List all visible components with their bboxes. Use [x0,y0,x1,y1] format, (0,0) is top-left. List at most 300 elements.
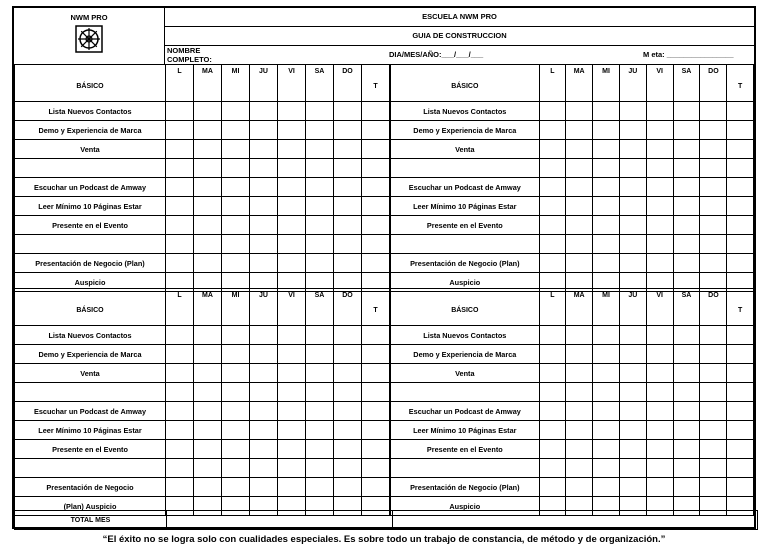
day-cell[interactable] [250,440,278,459]
total-cell[interactable] [727,140,754,159]
total-cell[interactable] [727,421,754,440]
day-cell[interactable] [593,364,620,383]
day-cell[interactable] [334,364,362,383]
day-cell[interactable] [278,459,306,478]
day-cell[interactable] [539,235,566,254]
day-cell[interactable] [619,102,646,121]
day-cell[interactable] [700,140,727,159]
day-cell[interactable] [250,159,278,178]
day-cell[interactable] [166,235,194,254]
day-cell[interactable] [278,178,306,197]
day-cell[interactable] [673,254,700,273]
day-cell[interactable] [593,140,620,159]
day-cell[interactable] [700,254,727,273]
day-cell[interactable] [700,326,727,345]
day-cell[interactable] [539,121,566,140]
day-cell[interactable] [539,440,566,459]
day-cell[interactable] [566,459,593,478]
day-cell[interactable] [166,197,194,216]
day-cell[interactable] [334,326,362,345]
day-cell[interactable] [306,197,334,216]
day-cell[interactable] [566,254,593,273]
day-cell[interactable] [646,345,673,364]
date-field[interactable]: DIA/MES/AÑO:___/___/___ [389,50,484,59]
day-cell[interactable] [194,402,222,421]
day-cell[interactable] [673,159,700,178]
day-cell[interactable] [306,402,334,421]
day-cell[interactable] [166,459,194,478]
day-cell[interactable] [222,364,250,383]
day-cell[interactable] [222,140,250,159]
day-cell[interactable] [673,197,700,216]
day-cell[interactable] [646,102,673,121]
day-cell[interactable] [539,402,566,421]
day-cell[interactable] [278,235,306,254]
day-cell[interactable] [566,235,593,254]
day-cell[interactable] [539,459,566,478]
day-cell[interactable] [194,326,222,345]
total-cell[interactable] [362,235,390,254]
day-cell[interactable] [673,459,700,478]
day-cell[interactable] [166,102,194,121]
day-cell[interactable] [619,402,646,421]
day-cell[interactable] [194,459,222,478]
day-cell[interactable] [250,421,278,440]
day-cell[interactable] [306,421,334,440]
day-cell[interactable] [593,478,620,497]
day-cell[interactable] [700,364,727,383]
day-cell[interactable] [700,459,727,478]
day-cell[interactable] [334,102,362,121]
day-cell[interactable] [166,254,194,273]
day-cell[interactable] [619,459,646,478]
day-cell[interactable] [194,364,222,383]
total-cell[interactable] [727,159,754,178]
day-cell[interactable] [566,326,593,345]
total-cell[interactable] [362,197,390,216]
day-cell[interactable] [700,197,727,216]
day-cell[interactable] [673,235,700,254]
day-cell[interactable] [673,216,700,235]
total-cell[interactable] [362,478,390,497]
day-cell[interactable] [250,197,278,216]
day-cell[interactable] [306,440,334,459]
day-cell[interactable] [700,478,727,497]
day-cell[interactable] [673,383,700,402]
day-cell[interactable] [166,216,194,235]
day-cell[interactable] [278,364,306,383]
day-cell[interactable] [700,383,727,402]
day-cell[interactable] [166,402,194,421]
day-cell[interactable] [646,402,673,421]
day-cell[interactable] [194,197,222,216]
day-cell[interactable] [673,364,700,383]
total-cell[interactable] [727,235,754,254]
day-cell[interactable] [334,383,362,402]
day-cell[interactable] [306,345,334,364]
day-cell[interactable] [166,159,194,178]
day-cell[interactable] [700,345,727,364]
total-cell[interactable] [362,140,390,159]
day-cell[interactable] [222,345,250,364]
day-cell[interactable] [566,345,593,364]
day-cell[interactable] [539,345,566,364]
day-cell[interactable] [194,140,222,159]
day-cell[interactable] [646,421,673,440]
activity-label [15,459,166,478]
day-cell[interactable] [334,459,362,478]
total-cell[interactable] [727,254,754,273]
day-cell[interactable] [619,216,646,235]
day-cell[interactable] [278,197,306,216]
day-cell[interactable] [222,178,250,197]
day-cell[interactable] [673,178,700,197]
day-cell[interactable] [278,478,306,497]
day-cell[interactable] [278,402,306,421]
day-cell[interactable] [619,421,646,440]
day-cell[interactable] [700,102,727,121]
day-cell[interactable] [566,402,593,421]
day-cell[interactable] [619,326,646,345]
day-cell[interactable] [334,197,362,216]
day-cell[interactable] [539,326,566,345]
day-cell[interactable] [593,235,620,254]
total-cell[interactable] [727,102,754,121]
day-cell[interactable] [222,159,250,178]
day-cell[interactable] [646,197,673,216]
day-cell[interactable] [593,178,620,197]
total-cell[interactable] [727,121,754,140]
day-cell[interactable] [166,440,194,459]
day-cell[interactable] [278,345,306,364]
total-cell[interactable] [727,478,754,497]
total-cell[interactable] [362,421,390,440]
day-cell[interactable] [222,402,250,421]
day-cell[interactable] [306,326,334,345]
day-cell[interactable] [566,440,593,459]
total-cell[interactable] [362,159,390,178]
day-cell[interactable] [673,440,700,459]
day-cell[interactable] [646,440,673,459]
day-cell[interactable] [593,254,620,273]
day-cell[interactable] [278,421,306,440]
day-cell[interactable] [278,383,306,402]
day-cell[interactable] [306,178,334,197]
day-cell[interactable] [539,383,566,402]
day-cell[interactable] [194,421,222,440]
day-cell[interactable] [646,254,673,273]
day-cell[interactable] [566,364,593,383]
day-cell[interactable] [673,402,700,421]
day-cell[interactable] [306,140,334,159]
day-cell[interactable] [539,140,566,159]
day-cell[interactable] [619,478,646,497]
total-cell[interactable] [362,326,390,345]
day-cell[interactable] [646,216,673,235]
day-cell[interactable] [250,402,278,421]
day-cell[interactable] [222,235,250,254]
total-cell[interactable] [727,459,754,478]
day-cell[interactable] [278,102,306,121]
day-cell[interactable] [166,121,194,140]
day-cell[interactable] [334,254,362,273]
day-cell[interactable] [539,102,566,121]
day-cell[interactable] [334,345,362,364]
day-cell[interactable] [566,421,593,440]
day-cell[interactable] [619,140,646,159]
day-cell[interactable] [334,159,362,178]
day-cell[interactable] [646,235,673,254]
total-cell[interactable] [362,254,390,273]
day-cell[interactable] [673,102,700,121]
day-cell[interactable] [222,216,250,235]
day-cell[interactable] [194,178,222,197]
day-cell[interactable] [306,459,334,478]
day-cell[interactable] [194,345,222,364]
day-cell[interactable] [306,159,334,178]
day-cell[interactable] [646,121,673,140]
day-cell[interactable] [222,440,250,459]
activity-label: Presente en el Evento [391,216,540,235]
total-cell[interactable] [727,345,754,364]
day-cell[interactable] [619,197,646,216]
name-field[interactable]: NOMBRE COMPLETO: [167,46,212,64]
day-cell[interactable] [593,421,620,440]
day-cell[interactable] [539,364,566,383]
total-cell[interactable] [362,459,390,478]
day-cell[interactable] [619,159,646,178]
total-cell[interactable] [362,121,390,140]
day-cell[interactable] [250,364,278,383]
day-cell[interactable] [222,254,250,273]
day-cell[interactable] [222,383,250,402]
day-cell[interactable] [306,364,334,383]
day-cell[interactable] [306,235,334,254]
day-cell[interactable] [566,140,593,159]
day-cell[interactable] [194,254,222,273]
day-cell[interactable] [194,216,222,235]
day-cell[interactable] [700,440,727,459]
day-cell[interactable] [566,197,593,216]
total-cell[interactable] [727,383,754,402]
day-cell[interactable] [619,383,646,402]
day-cell[interactable] [334,402,362,421]
day-cell[interactable] [334,140,362,159]
total-cell[interactable] [727,440,754,459]
day-cell[interactable] [306,121,334,140]
day-cell[interactable] [166,478,194,497]
day-cell[interactable] [566,216,593,235]
day-cell[interactable] [222,326,250,345]
day-cell[interactable] [673,140,700,159]
day-cell[interactable] [619,235,646,254]
day-cell[interactable] [306,254,334,273]
day-cell[interactable] [166,364,194,383]
day-cell[interactable] [306,216,334,235]
day-cell[interactable] [673,345,700,364]
day-cell[interactable] [278,440,306,459]
day-cell[interactable] [166,345,194,364]
day-cell[interactable] [700,402,727,421]
day-cell[interactable] [646,178,673,197]
day-cell[interactable] [166,421,194,440]
day-cell[interactable] [278,140,306,159]
day-cell[interactable] [700,216,727,235]
day-cell[interactable] [222,421,250,440]
total-cell[interactable] [362,216,390,235]
day-cell[interactable] [306,102,334,121]
day-cell[interactable] [194,235,222,254]
total-cell[interactable] [727,216,754,235]
day-cell[interactable] [593,459,620,478]
day-cell[interactable] [566,159,593,178]
activity-row [391,459,754,478]
day-cell[interactable] [334,478,362,497]
day-cell[interactable] [619,254,646,273]
day-cell[interactable] [593,216,620,235]
day-cell[interactable] [194,440,222,459]
activity-label: Leer Mínimo 10 Páginas Estar [15,197,166,216]
day-cell[interactable] [222,478,250,497]
day-cell[interactable] [194,478,222,497]
day-cell[interactable] [278,254,306,273]
day-cell[interactable] [306,478,334,497]
day-cell[interactable] [306,383,334,402]
day-cell[interactable] [250,216,278,235]
day-cell[interactable] [222,121,250,140]
day-cell[interactable] [619,440,646,459]
day-cell[interactable] [539,197,566,216]
day-cell[interactable] [646,326,673,345]
day-cell[interactable] [166,326,194,345]
day-cell[interactable] [700,235,727,254]
day-cell[interactable] [278,216,306,235]
day-cell[interactable] [278,159,306,178]
day-cell[interactable] [250,140,278,159]
day-cell[interactable] [194,383,222,402]
day-cell[interactable] [278,121,306,140]
day-cell[interactable] [673,421,700,440]
day-cell[interactable] [646,159,673,178]
day-cell[interactable] [700,159,727,178]
day-cell[interactable] [250,459,278,478]
day-cell[interactable] [166,178,194,197]
day-cell[interactable] [646,140,673,159]
day-cell[interactable] [194,102,222,121]
total-cell[interactable] [727,326,754,345]
day-cell[interactable] [250,345,278,364]
day-cell[interactable] [166,140,194,159]
day-cell[interactable] [539,216,566,235]
day-cell[interactable] [619,345,646,364]
day-cell[interactable] [334,121,362,140]
day-cell[interactable] [250,383,278,402]
day-cell[interactable] [593,383,620,402]
day-cell[interactable] [250,121,278,140]
day-cell[interactable] [593,159,620,178]
total-cell[interactable] [362,402,390,421]
day-cell[interactable] [539,159,566,178]
day-cell[interactable] [619,364,646,383]
total-value[interactable] [167,511,393,530]
total-cell[interactable] [362,178,390,197]
day-cell[interactable] [593,440,620,459]
day-cell[interactable] [222,102,250,121]
day-cell[interactable] [593,121,620,140]
total-cell[interactable] [727,402,754,421]
day-cell[interactable] [278,326,306,345]
day-cell[interactable] [222,197,250,216]
day-cell[interactable] [334,235,362,254]
day-cell[interactable] [539,178,566,197]
day-cell[interactable] [334,178,362,197]
day-cell[interactable] [593,326,620,345]
total-cell[interactable] [727,364,754,383]
day-cell[interactable] [673,121,700,140]
day-cell[interactable] [250,235,278,254]
day-cell[interactable] [250,102,278,121]
day-cell[interactable] [539,254,566,273]
day-cell[interactable] [250,326,278,345]
day-cell[interactable] [250,178,278,197]
day-cell[interactable] [334,421,362,440]
day-cell[interactable] [222,459,250,478]
day-cell[interactable] [566,478,593,497]
day-cell[interactable] [646,478,673,497]
day-cell[interactable] [619,178,646,197]
day-cell[interactable] [250,254,278,273]
day-cell[interactable] [566,102,593,121]
day-cell[interactable] [334,440,362,459]
day-cell[interactable] [700,121,727,140]
day-cell[interactable] [673,326,700,345]
day-cell[interactable] [700,178,727,197]
day-cell[interactable] [619,121,646,140]
day-cell[interactable] [250,478,278,497]
total-cell[interactable] [362,440,390,459]
goal-field[interactable]: M eta: ________________ [643,50,734,59]
day-cell[interactable] [566,383,593,402]
day-cell[interactable] [539,478,566,497]
day-cell[interactable] [593,102,620,121]
total-cell[interactable] [362,102,390,121]
day-cell[interactable] [593,345,620,364]
total-cell[interactable] [362,345,390,364]
day-cell[interactable] [166,383,194,402]
day-cell[interactable] [646,364,673,383]
day-cell[interactable] [593,402,620,421]
day-cell[interactable] [700,421,727,440]
day-cell[interactable] [673,478,700,497]
day-cell[interactable] [194,121,222,140]
total-cell[interactable] [727,197,754,216]
day-cell[interactable] [566,121,593,140]
total-cell[interactable] [362,383,390,402]
day-cell[interactable] [593,197,620,216]
day-cell[interactable] [334,216,362,235]
day-cell[interactable] [646,383,673,402]
activity-row [391,102,754,121]
day-cell[interactable] [539,421,566,440]
total-row [14,510,758,530]
activity-row [391,345,754,364]
day-header: L [539,65,566,102]
day-cell[interactable] [646,459,673,478]
day-cell[interactable] [194,159,222,178]
total-cell[interactable] [362,364,390,383]
day-cell[interactable] [566,178,593,197]
total-cell[interactable] [727,178,754,197]
